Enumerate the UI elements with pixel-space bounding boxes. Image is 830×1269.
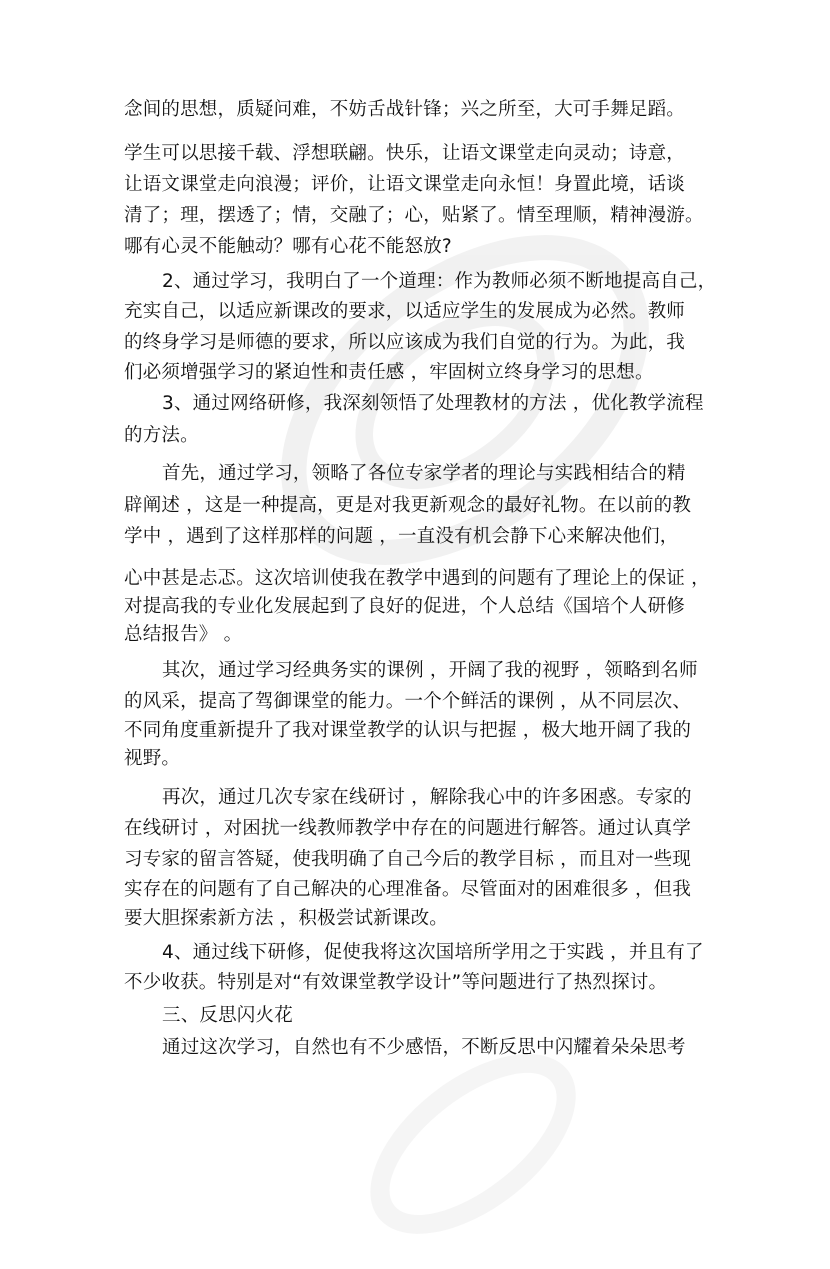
text-line: 要大胆探索新方法 ，积极尝试新课改。 (124, 908, 448, 929)
text-line: 的终身学习是师德的要求，所以应该成为我们自觉的行为。为此，我 (124, 332, 686, 353)
text-line: 学中 ，遇到了这样那样的问题 ，一直没有机会静下心来解决他们， (124, 526, 679, 547)
text-line: 的风采，提高了驾御课堂的能力。一个个鲜活的课例 ，从不同层次、 (124, 691, 692, 712)
text-line: 充实自己，以适应新课改的要求，以适应学生的发展成为必然。教师 (124, 301, 686, 322)
text-line: 哪有心灵不能触动？哪有心花不能怒放? (124, 236, 452, 257)
text-line: 辟阐述 ，这是一种提高，更是对我更新观念的最好礼物。在以前的教 (124, 495, 692, 516)
text-line: 不同角度重新提升了我对课堂教学的认识与把握 ，极大地开阔了我的 (124, 720, 692, 741)
text-line: 习专家的留言答疑，使我明确了自己今后的教学目标 ，而且对一些现 (124, 849, 692, 870)
section-heading: 三、反思闪火花 (162, 1005, 293, 1026)
text-line: 让语文课堂走向浪漫；评价，让语文课堂走向永恒！身置此境，话谈 (124, 174, 686, 195)
text-line: 在线研讨 ，对困扰一线教师教学中存在的问题进行解答。通过认真学 (124, 818, 692, 839)
text-line: 念间的思想，质疑问难，不妨舌战针锋；兴之所至，大可手舞足蹈。 (124, 99, 686, 120)
text-line: 再次，通过几次专家在线研讨 ，解除我心中的许多困惑。专家的 (162, 787, 692, 808)
text-line: 们必须增强学习的紧迫性和责任感 ，牢固树立终身学习的思想。 (124, 362, 654, 383)
text-line: 的方法。 (124, 425, 199, 446)
text-line: 总结报告》 。 (124, 624, 243, 645)
text-line: 清了；理，摆透了；情，交融了；心，贴紧了。情至理顺，精神漫游。 (124, 205, 704, 226)
text-line: 2、通过学习，我明白了一个道理：作为教师必须不断地提高自己， (162, 271, 717, 292)
text-line: 实存在的问题有了自己解决的心理准备。尽管面对的困难很多 ，但我 (124, 879, 692, 900)
text-line: 首先，通过学习，领略了各位专家学者的理论与实践相结合的精 (162, 463, 686, 484)
text-line: 学生可以思接千载、浮想联翩。快乐，让语文课堂走向灵动；诗意， (124, 143, 686, 164)
text-line: 通过这次学习，自然也有不少感悟，不断反思中闪耀着朵朵思考 (162, 1037, 686, 1058)
text-line: 3、通过网络研修，我深刻领悟了处理教材的方法 ，优化教学流程 (162, 393, 704, 414)
text-line: 不少收获。特别是对“有效课堂教学设计”等问题进行了热烈探讨。 (124, 972, 668, 993)
text-line: 4、通过线下研修，促使我将这次国培所学用之于实践 ，并且有了 (162, 942, 704, 963)
text-line: 心中甚是忐忑。这次培训使我在教学中遇到的问题有了理论上的保证 ， (124, 568, 710, 589)
text-line: 视野。 (124, 748, 181, 769)
text-line: 其次，通过学习经典务实的课例 ，开阔了我的视野 ，领略到名师 (162, 660, 698, 681)
text-line: 对提高我的专业化发展起到了良好的促进，个人总结《国培个人研修 (124, 596, 686, 617)
